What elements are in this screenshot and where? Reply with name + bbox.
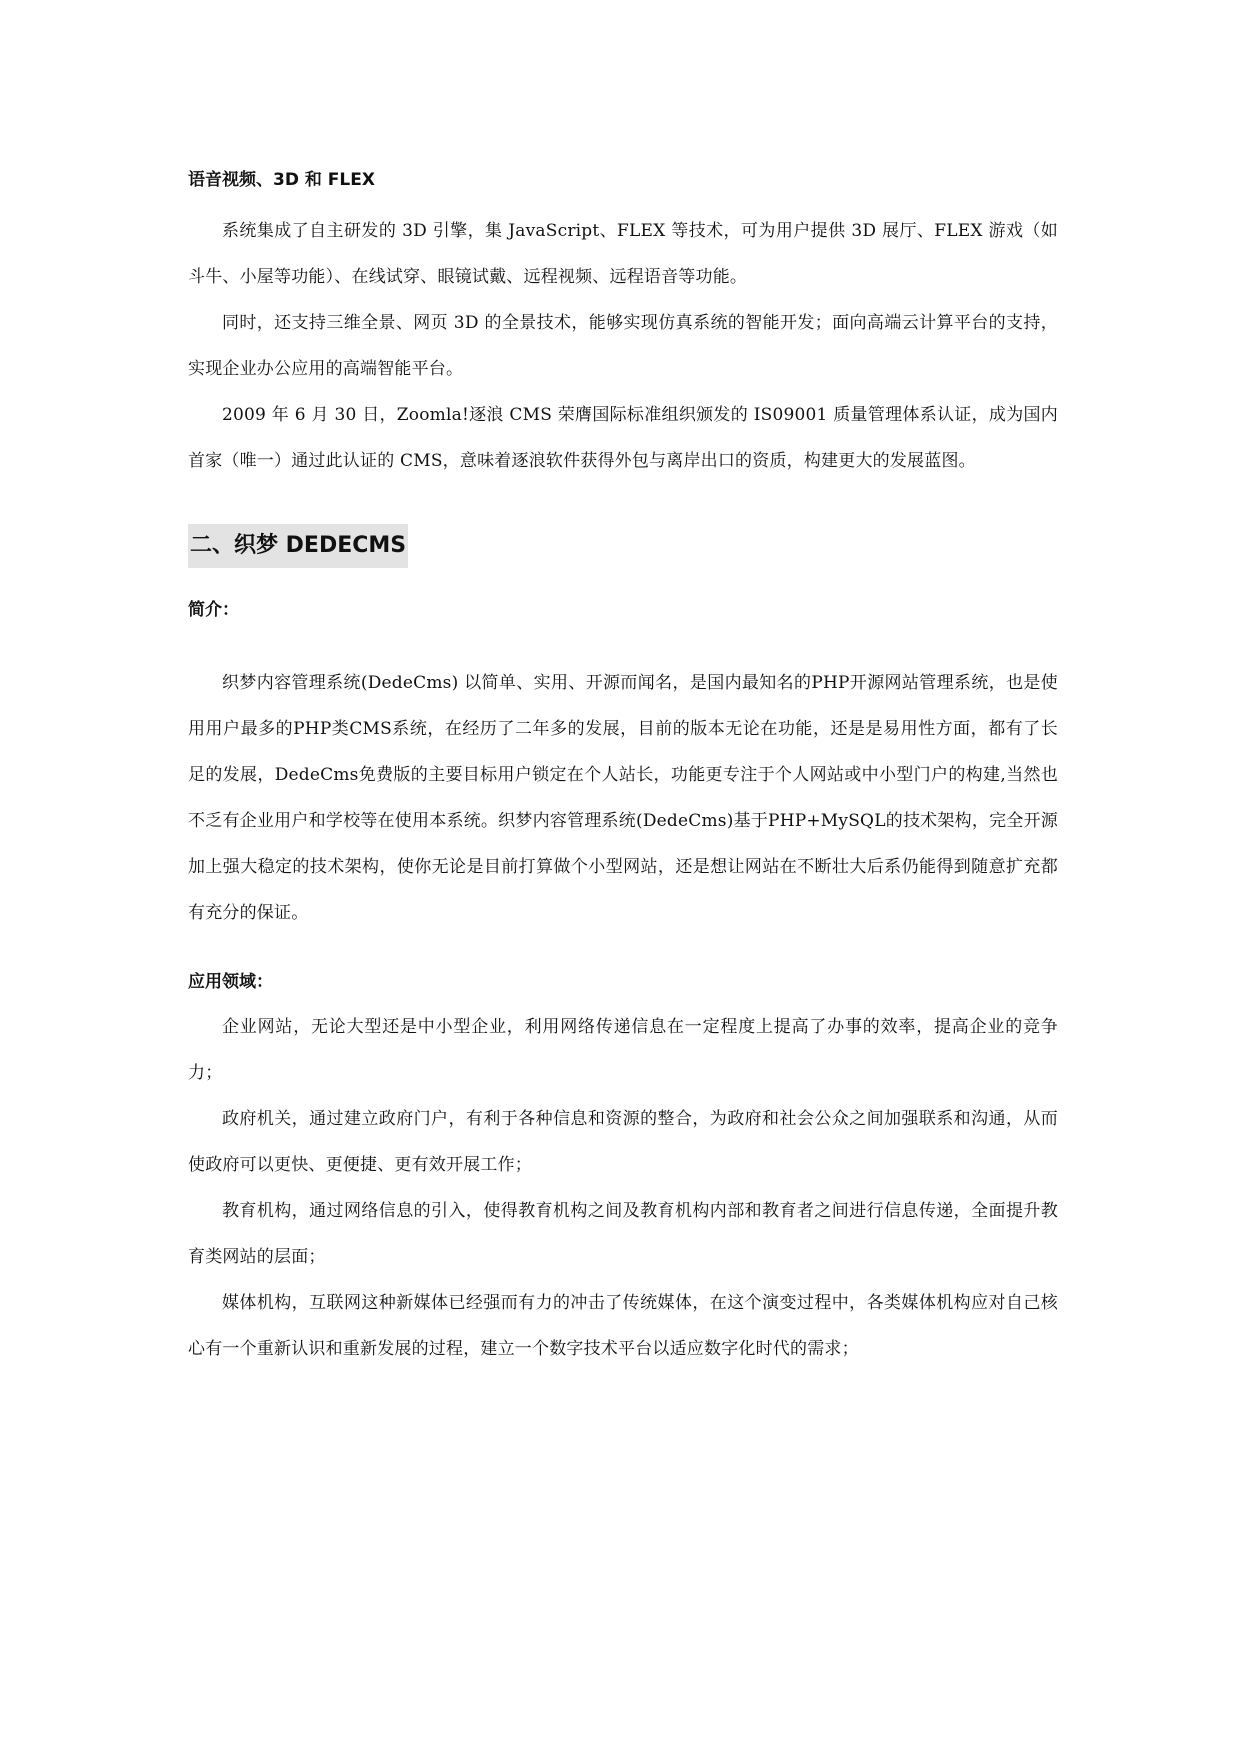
intro-paragraph: 织梦内容管理系统(DedeCms) 以简单、实用、开源而闻名，是国内最知名的PHP开源网站管理系统，也是使用用户最多的PHP类CMS系统，在经历了二年多的发展，目前的版本无论在功能，还是是易用性方面，都有了长足的发展，DedeCms免费版的主要目标用户锁定在个人站长，功能更专注于个人网站或中小型门户的构建,当然也不乏有企业用户和学校等在使用本系统。织梦内容管理系统(DedeCms)基于PHP+MySQL的技术架构，完全开源加上强大稳定的技术架构，使你无论是目前打算做个小型网站，还是想让网站在不断壮大后系仍能得到随意扩充都有充分的保证。 [188, 673, 1058, 923]
intro-heading: 简介： [188, 600, 239, 620]
applications-heading: 应用领域： [188, 972, 273, 992]
document-content [188, 168, 1058, 1372]
application-education: 教育机构，通过网络信息的引入，使得教育机构之间及教育机构内部和教育者之间进行信息传递，全面提升教育类网站的层面； [188, 1201, 1058, 1267]
section-subheading-media: 语音视频、3D 和 FLEX [188, 170, 375, 190]
application-enterprise: 企业网站，无论大型还是中小型企业，利用网络传递信息在一定程度上提高了办事的效率，提高企业的竞争力； [188, 1017, 1058, 1083]
paragraph-panorama: 同时，还支持三维全景、网页 3D 的全景技术，能够实现仿真系统的智能开发；面向高端云计算平台的支持，实现企业办公应用的高端智能平台。 [188, 313, 1058, 379]
application-media: 媒体机构，互联网这种新媒体已经强而有力的冲击了传统媒体，在这个演变过程中，各类媒体机构应对自己核心有一个重新认识和重新发展的过程，建立一个数字技术平台以适应数字化时代的需求； [188, 1293, 1058, 1359]
paragraph-iso-certification: 2009 年 6 月 30 日，Zoomla!逐浪 CMS 荣膺国际标准组织颁发的 IS09001 质量管理体系认证，成为国内首家（唯一）通过此认证的 CMS，意味着逐浪软件获得外包与离岸出口的资质，构建更大的发展蓝图。 [188, 405, 1058, 471]
section-title-dedecms: 二、织梦 DEDECMS [188, 524, 408, 568]
application-government: 政府机关，通过建立政府门户，有利于各种信息和资源的整合，为政府和社会公众之间加强联系和沟通，从而使政府可以更快、更便捷、更有效开展工作； [188, 1109, 1058, 1175]
paragraph-3d-engine: 系统集成了自主研发的 3D 引擎，集 JavaScript、FLEX 等技术，可为用户提供 3D 展厅、FLEX 游戏（如斗牛、小屋等功能）、在线试穿、眼镜试戴、远程视频、远程语音等功能。 [188, 221, 1058, 287]
